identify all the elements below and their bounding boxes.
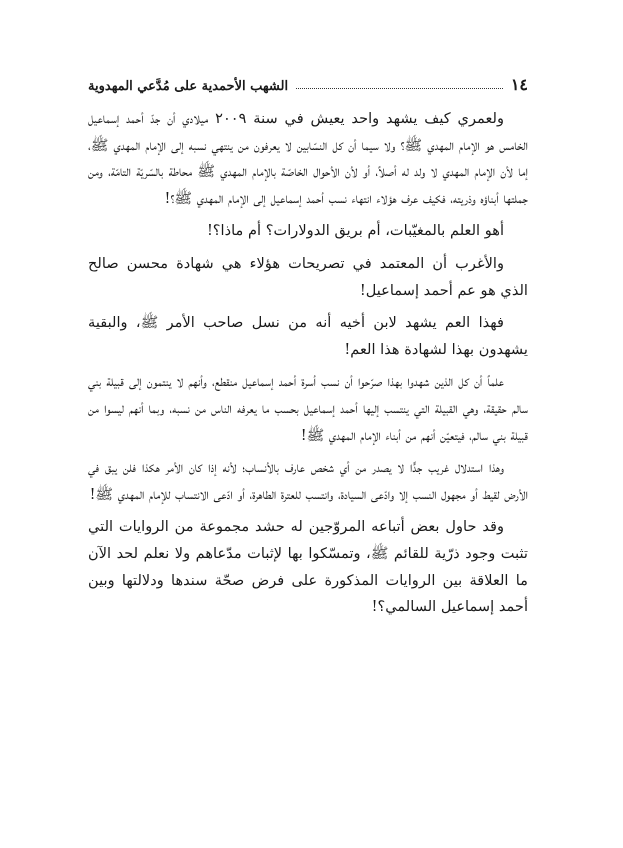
- paragraph-3: والأغرب أن المعتمد في تصريحات هؤلاء هي شهادة محسن صالح الذي هو عم أحمد إسماعيل!: [88, 254, 528, 299]
- header-dotted-leader: [296, 87, 503, 89]
- page-number: ١٤: [510, 75, 528, 94]
- paragraph-1: ولعمري كيف يشهد واحد يعيش في سنة ٢٠٠٩ ميلادي أن جدّ أحمد إسماعيل الخامس هو الإمام المهدي ﷺ؟ ولا سيما أن كل النسّابين لا يعرفون من ينتهي نسبه إلى الإمام المهدي ﷺ، إما لأن الإمام المهدي لا ولد له أصلاً، أو لأن الأحوال الخاصّة بالإمام المهدي ﷺ محاطة بالسّريّة التامّة، ومن جملتها أبناؤه وذريته، فكيف عرف هؤلاء انتهاء نسب أحمد إسماعيل إلى الإمام المهدي ﷺ؟!: [88, 110, 528, 207]
- paragraph-7: وقد حاول بعض أتباعه المروّجين له حشد مجموعة من الروايات التي تثبت وجود ذرّية للقائم ﷺ، وتمسّكوا بها لإثبات مدّعاهم ولا نعلم لحد الآن ما العلاقة بين الروايات المذكورة على فرض صحّة سندها ودلالتها وبين أحمد إسماعيل السالمي؟!: [88, 518, 528, 616]
- page-body: [88, 106, 528, 627]
- paragraph-4: فهذا العم يشهد لابن أخيه أنه من نسل صاحب الأمر ﷺ، والبقية يشهدون بهذا لشهادة هذا العم!: [88, 314, 528, 358]
- paragraph-2: أهو العلم بالمغيّبات، أم بريق الدولارات؟ أم ماذا؟!: [206, 222, 504, 240]
- page-header: [88, 70, 528, 94]
- paragraph-6: وهذا استدلال غريب جدًّا لا يصدر من أي شخص عارف بالأنساب؛ لأنه إذا كان الأمر هكذا فلن يبق في الأرض لقيط أو مجهول النسب إلا وادّعى السيادة، وانتسب للعترة الطاهرة، أو ادّعى الانتساب للإمام المهدي ﷺ!: [88, 459, 528, 503]
- running-title: الشهب الأحمدية على مُدَّعي المهدوية: [88, 79, 289, 94]
- paragraph-5: علماً أن كل الذين شهدوا بهذا صرّحوا أن نسب أسرة أحمد إسماعيل منقطع، وأنهم لا ينتمون إلى قبيلة بني سالم حقيقة، وهي القبيلة التي ينتسب إليها أحمد إسماعيل بحسب ما يعرفه الناس من نسبه، وبما أنهم ليسوا من قبيلة بني سالم، فيتعيّن أنهم من أبناء الإمام المهدي ﷺ!: [88, 373, 528, 444]
